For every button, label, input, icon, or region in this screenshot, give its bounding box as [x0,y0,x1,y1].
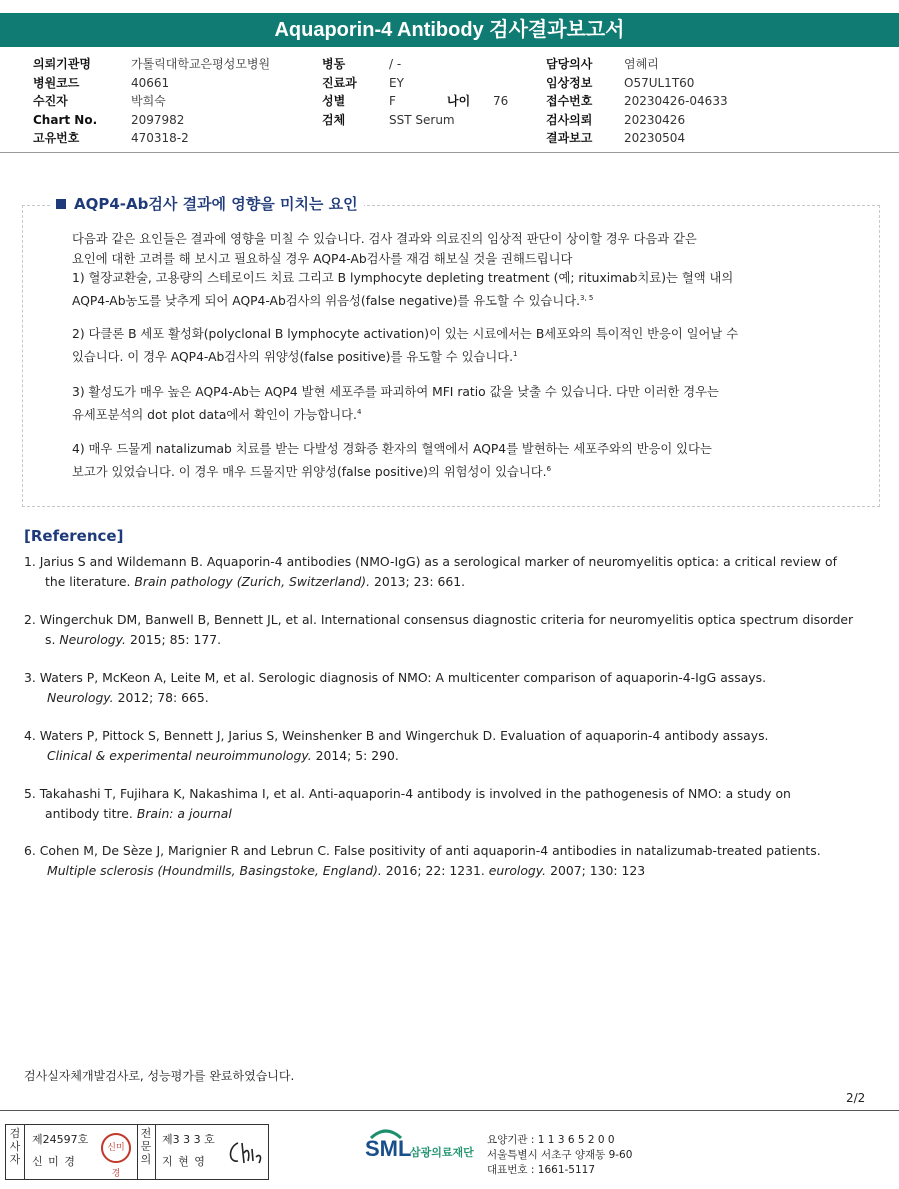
signature-icon [226,1139,264,1167]
reference-5: 5. Takahashi T, Fujihara K, Nakashima I, et al. Anti-aquaporin-4 antibody is involved in the pathogenesis of NMO: a study on antibody titre. Brain: a journal [24,786,791,821]
reference-2-journal: Neurology. [59,631,126,647]
intro-line-2: 요인에 대한 고려를 해 보시고 필요하실 경우 AQP4-Ab검사를 재검 해보실 것을 권해드립니다 [72,251,573,266]
header-divider [0,152,899,153]
value-report-date: 20230504 [624,131,686,145]
reference-2: 2. Wingerchuk DM, Banwell B, Bennett JL, et al. International consensus diagnostic criteria for neuromyelitis optica spectrum disorder s. Neurology. 2015; 85: 177. [24,612,854,647]
label-receipt-no: 접수번호 [546,94,593,108]
label-doctor: 담당의사 [546,57,593,71]
factor-3 [72,383,852,425]
value-department: EY [389,75,404,90]
factor-1-line-2: AQP4-Ab농도를 낮추게 되어 AQP4-Ab검사의 위음성(false negative)를 유도할 수 있습니다.$^{3, 5}$ [72,293,594,308]
validation-note: 검사실자체개발검사로, 성능평가를 완료하였습니다. [24,1069,295,1083]
label-institution: 의뢰기관명 [33,57,91,71]
value-institution: 가톨릭대학교은평성모병원 [131,57,271,71]
reference-1: 1. Jarius S and Wildemann B. Aquaporin-4 antibodies (NMO-IgG) as a serological marker of neuromyelitis optica: a critical review of the literature. Brain pathology (Zurich, Switzerland). 2013; 23: 661. [24,554,837,589]
tester-name: 신 미 경 [32,1155,76,1168]
value-specimen: SST Serum [389,112,455,127]
factor-2-line-2: 있습니다. 이 경우 AQP4-Ab검사의 위양성(false positive)를 유도할 수 있습니다.$^1$ [72,349,518,364]
value-receipt-no: 20230426-04633 [624,94,728,108]
page-number: 2/2 [846,1091,866,1105]
reference-5-journal: Brain: a journal [136,805,232,821]
sml-arc-icon [369,1128,403,1140]
factor-1-citation: 3, 5 [580,293,594,302]
factor-4-line-2: 보고가 있었습니다. 이 경우 매우 드물지만 위양성(false positive)의 위험성이 있습니다.$^6$ [72,464,552,479]
label-clinical-info: 임상정보 [546,75,593,90]
factor-4 [72,440,852,482]
sml-logo: SML [365,1136,412,1161]
phone: 대표번호 : 1661-5117 [487,1164,596,1176]
label-chart-no: Chart No. [33,112,98,127]
reference-4: 4. Waters P, Pittock S, Bennett J, Jarius S, Weinshenker B and Wingerchuk D. Evaluation of aquaporin-4 antibody assays. Clinical & experimental neuroimmunology. 2014; 5: 290. [24,728,769,763]
label-department: 진료과 [322,75,357,90]
sml-logo-block [365,1130,474,1162]
value-unique-no: 470318-2 [131,131,189,145]
value-sex: F [389,94,396,108]
value-request-date: 20230426 [624,112,686,127]
tester-number: 제24597호 [32,1133,89,1146]
foundation-name: 삼광의료재단 [410,1146,474,1159]
specialist-label: 전문의 [140,1127,152,1166]
value-doctor: 염혜리 [624,57,659,71]
tester-label: 검사자 [9,1127,21,1166]
reference-6: 6. Cohen M, De Sèze J, Marignier R and Lebrun C. False positivity of anti aquaporin-4 antibodies in natalizumab-treated patients. Multiple sclerosis (Houndmills, Basingstoke, England). 2016; 22: 1231. eurology. 2007; 130: 123 [24,843,821,878]
institution-code: 요양기관 : 1 1 3 6 5 2 0 0 [487,1134,615,1146]
factors-title [50,193,364,214]
factors-intro [72,230,852,311]
factor-2-line-1: 2) 다클론 B 세포 활성화(polyclonal B lymphocyte activation)이 있는 시료에서는 B세포와의 특이적인 반응이 일어날 수 [72,327,739,341]
label-patient: 수진자 [33,94,68,108]
header-col-3 [546,55,728,148]
header-col-1 [33,55,270,148]
address: 서울특별시 서초구 양재동 9-60 [487,1149,633,1161]
value-ward: / - [389,57,402,71]
factor-4-line-1: 4) 매우 드물게 natalizumab 치료를 받는 다발성 경화증 환자의 혈액에서 AQP4를 발현하는 세포주와의 반응이 있다는 [72,442,712,456]
reference-3: 3. Waters P, McKeon A, Leite M, et al. Serologic diagnosis of NMO: A multicenter comparison of aquaporin-4-IgG assays. Neurology. 2012; 78: 665. [24,670,767,705]
factor-2 [72,325,852,367]
value-hospital-code: 40661 [131,75,170,90]
factor-3-line-2: 유세포분석의 dot plot data에서 확인이 가능합니다.$^4$ [72,407,362,422]
specialist-number: 제3 3 3 호 [162,1133,215,1146]
factor-2-citation: 1 [513,349,518,358]
factor-4-citation: 6 [546,464,552,473]
specialist-name: 지 현 영 [162,1155,206,1168]
reference-4-journal: Clinical & experimental neuroimmunology. [47,747,312,763]
intro-line-1: 다음과 같은 요인들은 결과에 영향을 미칠 수 있습니다. 검사 결과와 의료진의 임상적 판단이 상이할 경우 다음과 같은 [72,232,697,246]
signature-stamp [5,1124,269,1180]
label-report-date: 결과보고 [546,131,593,145]
label-hospital-code: 병원코드 [33,75,80,90]
reference-1-journal: Brain pathology (Zurich, Switzerland). [134,573,371,589]
label-specimen: 검체 [322,112,346,127]
square-bullet-icon [56,199,66,209]
reference-6-journal: Multiple sclerosis (Houndmills, Basingstoke, England). [47,862,382,878]
label-ward: 병동 [322,57,346,71]
factor-1-line-1: 1) 혈장교환술, 고용량의 스테로이드 치료 그리고 B lymphocyte depleting treatment (예; rituximab치료)는 혈액 내의 [72,271,734,285]
value-age: 76 [493,94,509,108]
label-age: 나이 [447,94,471,108]
foundation-address [487,1133,632,1178]
value-clinical-info: O57UL1T60 [624,75,695,90]
label-unique-no: 고유번호 [33,131,80,145]
factors-title-text: AQP4-Ab검사 결과에 영향을 미치는 요인 [74,195,358,213]
report-title: Aquaporin-4 Antibody 검사결과보고서 [0,13,899,47]
label-request-date: 검사의뢰 [546,112,593,127]
value-patient: 박희숙 [131,94,166,108]
footer-divider [0,1110,899,1111]
label-sex: 성별 [322,94,346,108]
factor-3-citation: 4 [356,407,362,416]
tester-seal: 신미경 [101,1133,131,1163]
factor-3-line-1: 3) 활성도가 매우 높은 AQP4-Ab는 AQP4 발현 세포주를 파괴하여 MFI ratio 값을 낮출 수 있습니다. 다만 이러한 경우는 [72,385,719,399]
value-chart-no: 2097982 [131,112,185,127]
reference-3-journal: Neurology. [47,689,114,705]
reference-heading: [Reference] [24,527,124,545]
header-col-2 [322,55,508,129]
